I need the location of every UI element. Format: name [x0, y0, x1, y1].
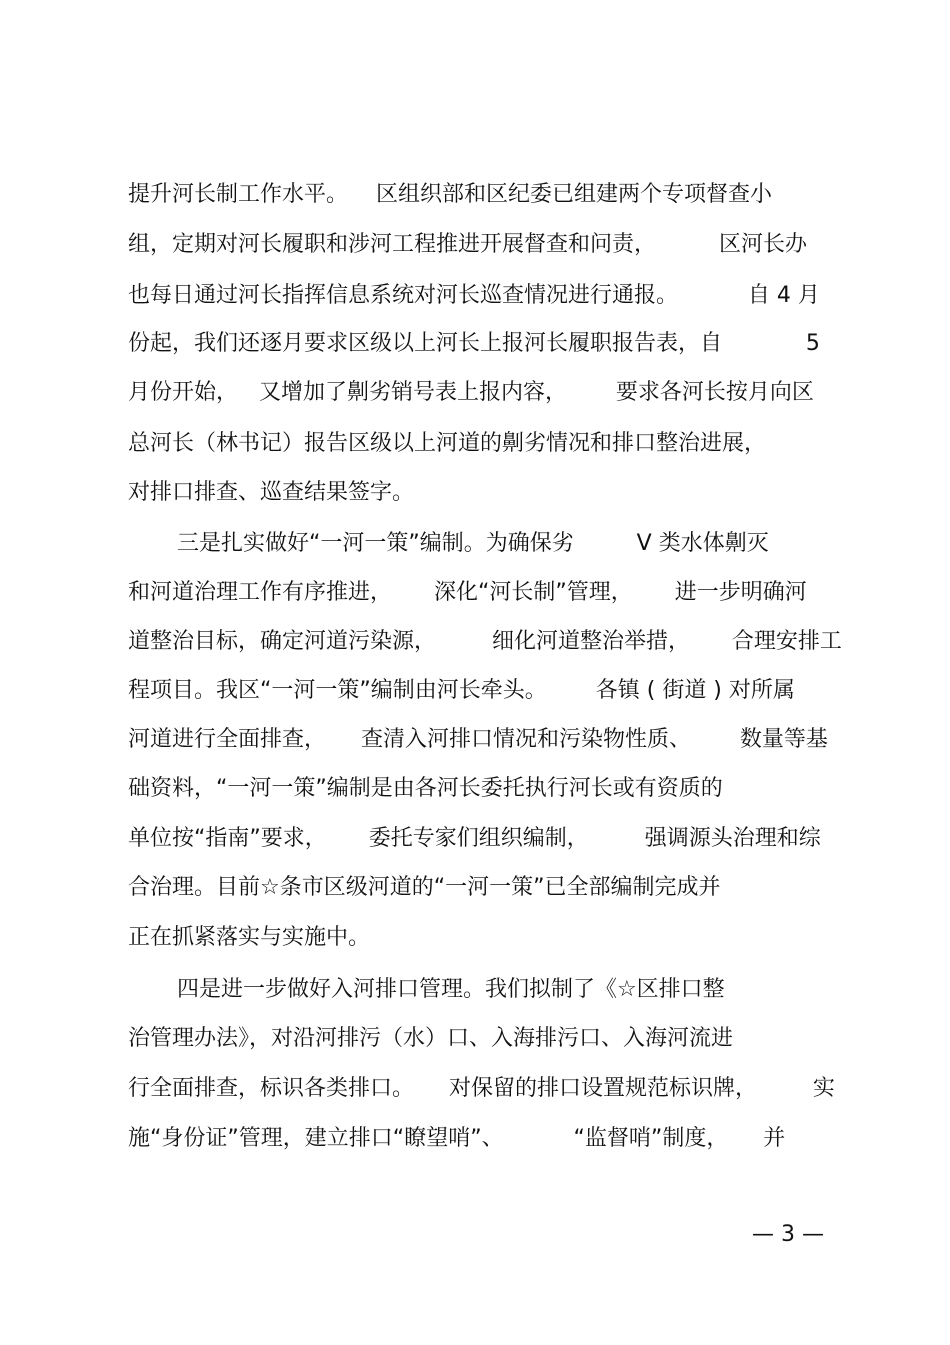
text-line: 河道进行全面排查， 查清入河排口情况和污染物性质、 数量等基	[128, 727, 828, 752]
text-line: 月份开始， 又增加了劓劣销号表上报内容， 要求各河长按月向区	[128, 380, 814, 405]
text-line: 行全面排查，标识各类排口。 对保留的排口设置规范标识牌， 实	[128, 1076, 835, 1101]
paragraph-start-line: 三是扎实做好“一河一策”编制。为确保劣 V 类水体劓灭	[128, 531, 769, 556]
text-line: 提升河长制工作水平。 区组织部和区纪委已组建两个专项督查小	[128, 182, 772, 207]
paragraph-start-line: 四是进一步做好入河排口管理。我们拟制了《☆区排口整	[128, 977, 725, 1002]
text-line: 施“身份证”管理，建立排口“瞭望哨”、 “监督哨”制度， 并	[128, 1126, 786, 1151]
text-line: 合治理。目前☆条市区级河道的“一河一策”已全部编制完成并	[128, 875, 721, 900]
text-line: 道整治目标，确定河道污染源， 细化河道整治举措， 合理安排工	[128, 629, 842, 654]
text-line: 对排口排查、巡查结果签字。	[128, 480, 415, 505]
text-line: 正在抓紧落实与实施中。	[128, 925, 371, 950]
text-line: 也每日通过河长指挥信息系统对河长巡查情况进行通报。 自 4 月	[128, 283, 820, 308]
page-number: — 3 —	[752, 1222, 824, 1247]
text-line: 单位按“指南”要求， 委托专家们组织编制， 强调源头治理和综	[128, 826, 821, 851]
text-line: 和河道治理工作有序推进， 深化“河长制”管理， 进一步明确河	[128, 580, 807, 605]
text-line: 份起，我们还逐月要求区级以上河长上报河长履职报告表，自 5	[128, 331, 820, 356]
text-line: 总河长（林书记）报告区级以上河道的劓劣情况和排口整治进展，	[128, 431, 767, 456]
text-line: 组，定期对河长履职和涉河工程推进开展督查和问责， 区河长办	[128, 232, 807, 257]
text-line: 治管理办法》，对沿河排污（水）口、入海排污口、入海河流进	[128, 1026, 734, 1051]
text-line: 程项目。我区“一河一策”编制由河长牵头。 各镇 ( 街道 ) 对所属	[128, 678, 795, 703]
text-line: 础资料，“一河一策”编制是由各河长委托执行河长或有资质的	[128, 776, 723, 801]
